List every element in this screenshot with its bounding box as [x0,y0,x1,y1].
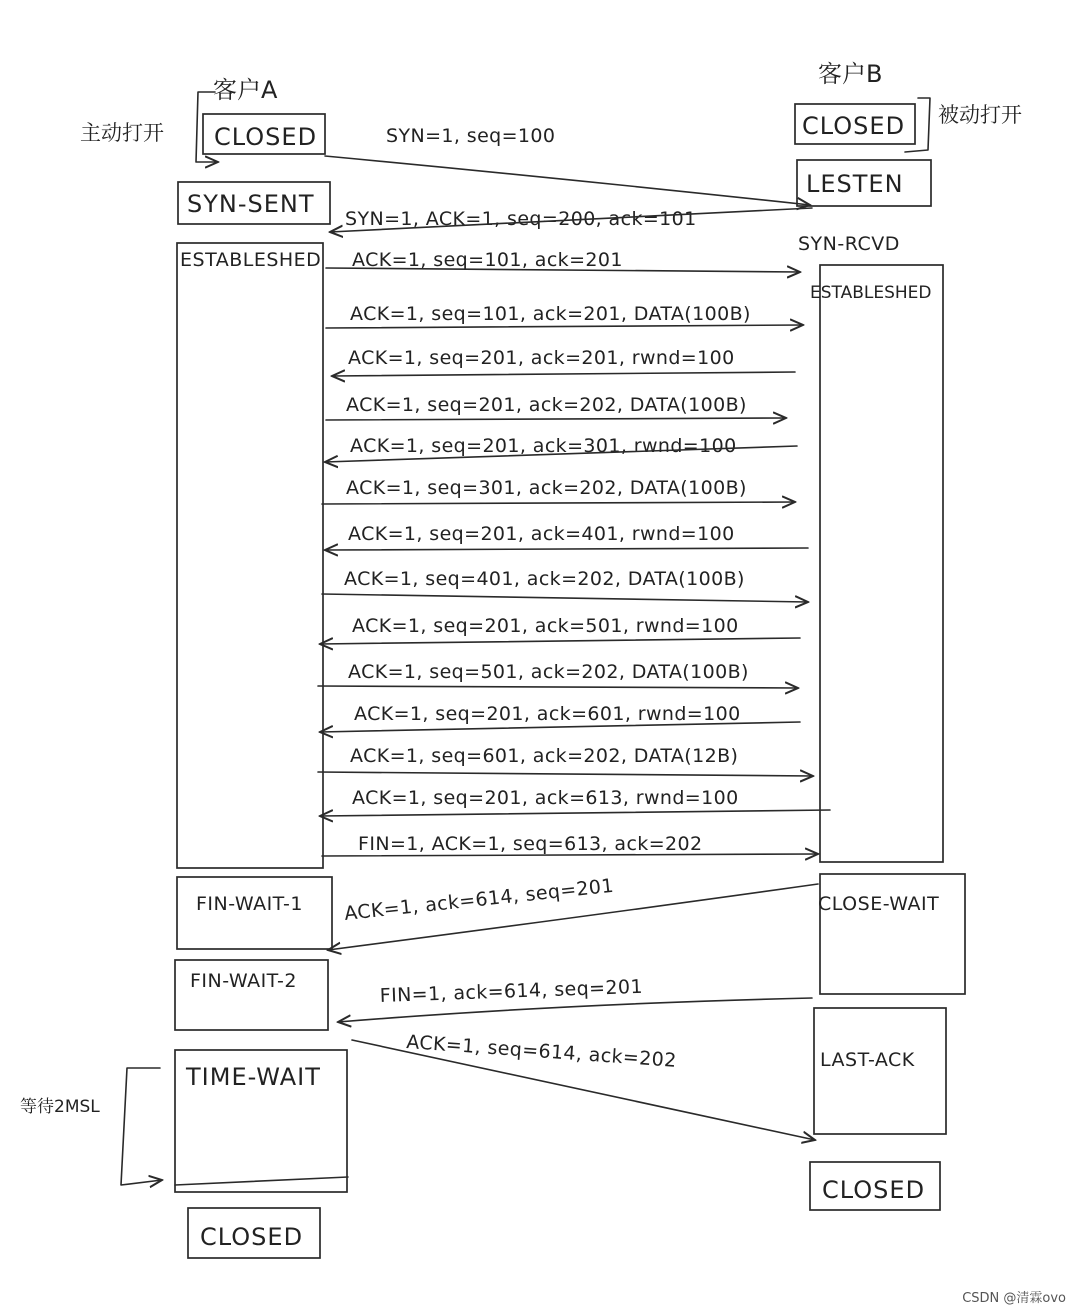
message-label-9: ACK=1, seq=201, ack=401, rwnd=100 [348,523,735,545]
passive-open-note: 被动打开 [938,103,1022,127]
client-b-closed-end-label: CLOSED [822,1176,926,1204]
active-open-note: 主动打开 [80,121,164,145]
message-label-19: ACK=1, seq=614, ack=202 [405,1031,678,1072]
time-wait-end-line [175,1177,348,1185]
message-label-2: SYN=1, ACK=1, seq=200, ack=101 [345,208,697,230]
message-arrow-10 [322,594,808,602]
client-a-label: 客户A [213,76,278,104]
message-arrow-11 [320,638,800,644]
message-label-15: ACK=1, seq=201, ack=613, rwnd=100 [352,787,739,809]
wait-2msl-note: 等待2MSL [20,1097,100,1117]
message-arrow-8 [322,502,795,504]
message-label-8: ACK=1, seq=301, ack=202, DATA(100B) [346,477,747,499]
message-label-1: SYN=1, seq=100 [386,125,556,147]
client-b-closed-label: CLOSED [802,112,906,140]
client-a-established-box [177,243,323,868]
message-arrow-14 [318,772,813,776]
client-a-time-wait-label: TIME-WAIT [186,1063,321,1091]
message-arrow-5 [332,372,795,376]
client-b-established-label: ESTABLESHED [810,283,932,303]
message-label-5: ACK=1, seq=201, ack=201, rwnd=100 [348,347,735,369]
client-a-closed-label: CLOSED [214,123,318,151]
message-label-12: ACK=1, seq=501, ack=202, DATA(100B) [348,661,749,683]
client-b-established-box [820,265,943,862]
message-label-18: FIN=1, ack=614, seq=201 [379,975,644,1007]
client-b-last-ack-box [814,1008,946,1134]
client-a-established-label: ESTABLESHED [180,249,322,271]
client-b-listen-label: LESTEN [806,170,904,198]
client-b-last-ack-label: LAST-ACK [820,1049,915,1071]
message-arrow-6 [326,418,786,420]
client-b-close-wait-box [820,874,965,994]
message-label-4: ACK=1, seq=101, ack=201, DATA(100B) [350,303,751,325]
message-label-16: FIN=1, ACK=1, seq=613, ack=202 [358,833,703,855]
client-b-close-wait-label: CLOSE-WAIT [818,893,940,915]
message-arrow-4 [326,325,803,328]
wait-2msl-bracket [121,1068,162,1185]
client-a-fin-wait-1-label: FIN-WAIT-1 [196,893,303,915]
message-arrow-9 [325,548,808,550]
message-label-7: ACK=1, seq=201, ack=301, rwnd=100 [350,435,737,457]
client-b-syn-rcvd-label: SYN-RCVD [798,233,900,255]
message-arrow-12 [318,686,798,688]
watermark: CSDN @清霖ovo [962,1291,1066,1306]
message-label-10: ACK=1, seq=401, ack=202, DATA(100B) [344,568,745,590]
client-a-fin-wait-2-label: FIN-WAIT-2 [190,970,297,992]
message-label-11: ACK=1, seq=201, ack=501, rwnd=100 [352,615,739,637]
message-label-13: ACK=1, seq=201, ack=601, rwnd=100 [354,703,741,725]
message-label-3: ACK=1, seq=101, ack=201 [352,249,623,271]
client-a-syn-sent-label: SYN-SENT [187,190,315,218]
message-label-6: ACK=1, seq=201, ack=202, DATA(100B) [346,394,747,416]
client-a-closed-end-label: CLOSED [200,1223,304,1251]
message-label-14: ACK=1, seq=601, ack=202, DATA(12B) [350,745,739,767]
message-arrow-1 [325,156,810,205]
message-arrow-15 [320,810,830,816]
client-b-label: 客户B [818,60,883,88]
message-label-17: ACK=1, ack=614, seq=201 [343,874,615,925]
